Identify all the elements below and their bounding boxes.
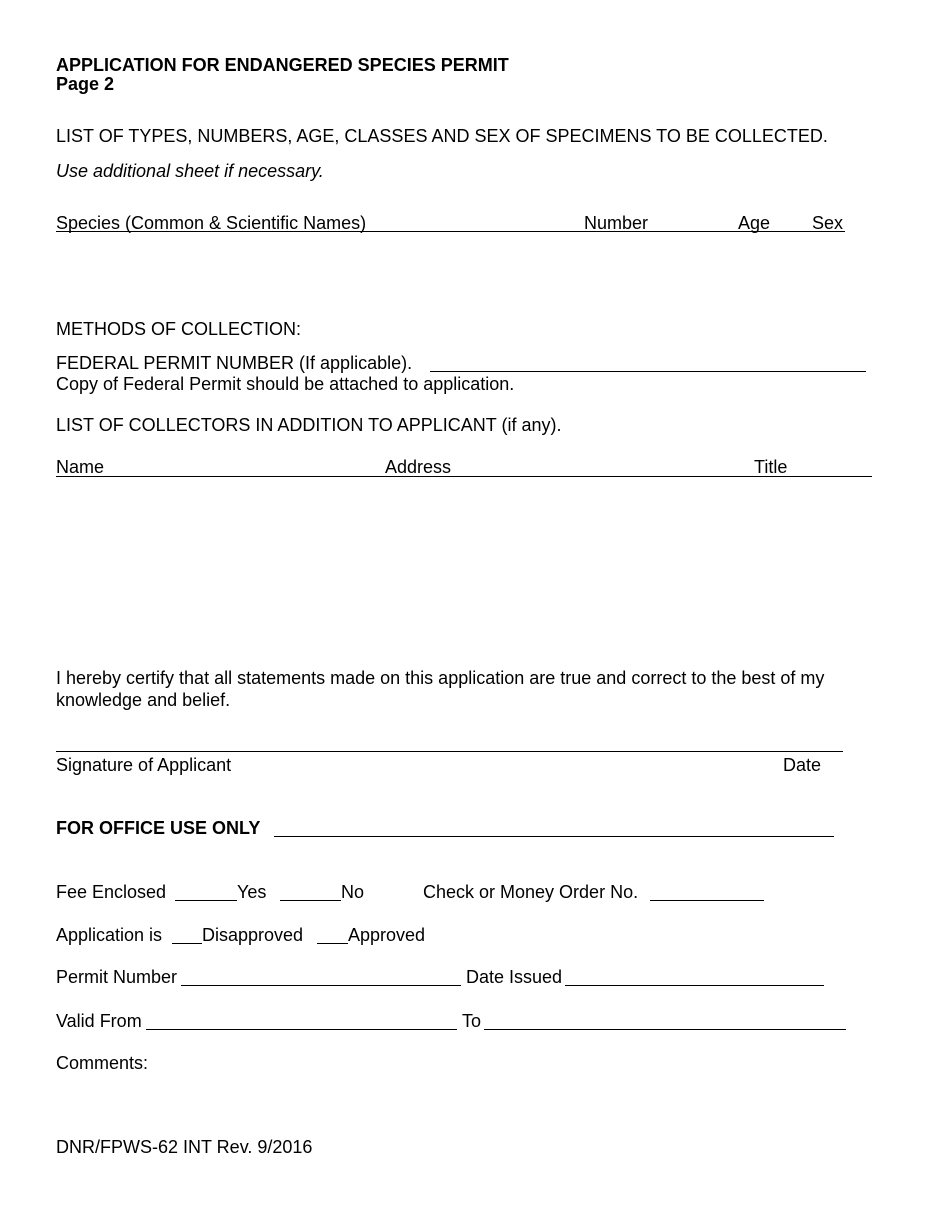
- column-address: Address: [385, 457, 452, 477]
- certification-line-1: I hereby certify that all statements made on this application are true and correct to the best of my: [56, 668, 825, 688]
- fee-enclosed-label: Fee Enclosed: [56, 882, 167, 902]
- approved-label: Approved: [348, 925, 426, 945]
- specimens-heading: LIST OF TYPES, NUMBERS, AGE, CLASSES AND SEX OF SPECIMENS TO BE COLLECTED.: [56, 126, 828, 146]
- office-use-heading: FOR OFFICE USE ONLY: [56, 818, 261, 838]
- specimens-header-underline: [56, 231, 845, 232]
- signature-label: Signature of Applicant: [56, 755, 232, 775]
- check-number-label: Check or Money Order No.: [423, 882, 639, 902]
- permit-number-field[interactable]: [181, 985, 461, 986]
- column-species: Species (Common & Scientific Names): [56, 213, 367, 233]
- date-label: Date: [783, 755, 822, 775]
- form-title: APPLICATION FOR ENDANGERED SPECIES PERMIT: [56, 55, 509, 75]
- form-id: DNR/FPWS-62 INT Rev. 9/2016: [56, 1137, 313, 1157]
- fee-yes-field[interactable]: [175, 900, 237, 901]
- date-issued-label: Date Issued: [466, 967, 563, 987]
- valid-to-label: To: [462, 1011, 482, 1031]
- disapproved-label: Disapproved: [202, 925, 304, 945]
- application-status-label: Application is: [56, 925, 163, 945]
- office-use-line: [274, 836, 834, 837]
- check-number-field[interactable]: [650, 900, 764, 901]
- fee-yes-label: Yes: [237, 882, 267, 902]
- federal-permit-label: FEDERAL PERMIT NUMBER (If applicable).: [56, 353, 413, 373]
- fee-no-field[interactable]: [280, 900, 341, 901]
- column-name: Name: [56, 457, 105, 477]
- collectors-header-underline: [56, 476, 872, 477]
- valid-from-label: Valid From: [56, 1011, 142, 1031]
- federal-permit-note: Copy of Federal Permit should be attached to application.: [56, 374, 515, 394]
- specimens-note: Use additional sheet if necessary.: [56, 161, 324, 181]
- federal-permit-field[interactable]: [430, 371, 866, 372]
- column-number: Number: [584, 213, 649, 233]
- valid-from-field[interactable]: [146, 1029, 457, 1030]
- column-sex: Sex: [812, 213, 844, 233]
- column-title: Title: [754, 457, 788, 477]
- collectors-heading: LIST OF COLLECTORS IN ADDITION TO APPLICANT (if any).: [56, 415, 562, 435]
- valid-to-field[interactable]: [484, 1029, 846, 1030]
- fee-no-label: No: [341, 882, 365, 902]
- approved-field[interactable]: [317, 943, 348, 944]
- signature-field[interactable]: [56, 751, 843, 752]
- comments-label: Comments:: [56, 1053, 149, 1073]
- date-issued-field[interactable]: [565, 985, 824, 986]
- column-age: Age: [738, 213, 771, 233]
- disapproved-field[interactable]: [172, 943, 202, 944]
- permit-number-label: Permit Number: [56, 967, 178, 987]
- certification-line-2: knowledge and belief.: [56, 690, 231, 710]
- page-number: Page 2: [56, 74, 115, 94]
- methods-label: METHODS OF COLLECTION:: [56, 319, 302, 339]
